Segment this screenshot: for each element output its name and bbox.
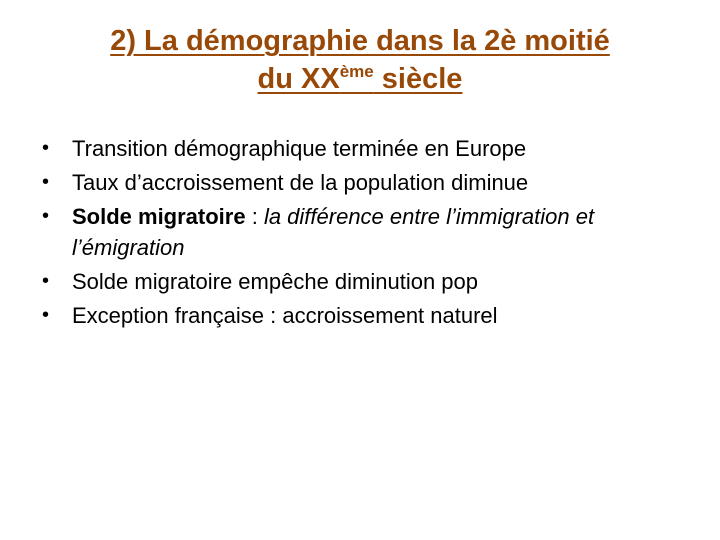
bullet-icon: •: [42, 270, 50, 292]
bullet-text: Exception française : accroissement naturel: [72, 303, 498, 328]
bullet-item-1: [40, 133, 680, 164]
bullet-icon: •: [42, 171, 50, 193]
title-line-1: [40, 22, 680, 60]
bullet-item-4: [40, 266, 680, 297]
bullet-icon: •: [42, 205, 50, 227]
title-line-2-text: [258, 63, 463, 95]
bullet-icon: •: [42, 137, 50, 159]
slide-title: [40, 22, 680, 98]
bullet-item-5: [40, 300, 680, 331]
title-line-2-suffix: siècle: [373, 63, 463, 95]
bullet-text: Solde migratoire empêche diminution pop: [72, 269, 479, 294]
title-superscript: ème: [339, 62, 374, 81]
bullet-definition: la différence entre l’immigration et l’émigration: [72, 204, 595, 260]
bullet-text: Transition démographique terminée en Europe: [72, 136, 527, 161]
bullet-term: Solde migratoire: [72, 204, 246, 229]
title-line-1-text: 2) La démographie dans la 2è moitié: [110, 25, 610, 57]
title-line-2: [40, 60, 680, 98]
title-line-2-prefix: du XX: [257, 63, 340, 95]
bullet-text: Taux d’accroissement de la population diminue: [72, 170, 529, 195]
bullet-separator: :: [245, 204, 264, 229]
bullet-list: [40, 133, 680, 334]
bullet-item-2: [40, 167, 680, 198]
bullet-icon: •: [42, 304, 50, 326]
bullet-item-3: [40, 201, 680, 263]
